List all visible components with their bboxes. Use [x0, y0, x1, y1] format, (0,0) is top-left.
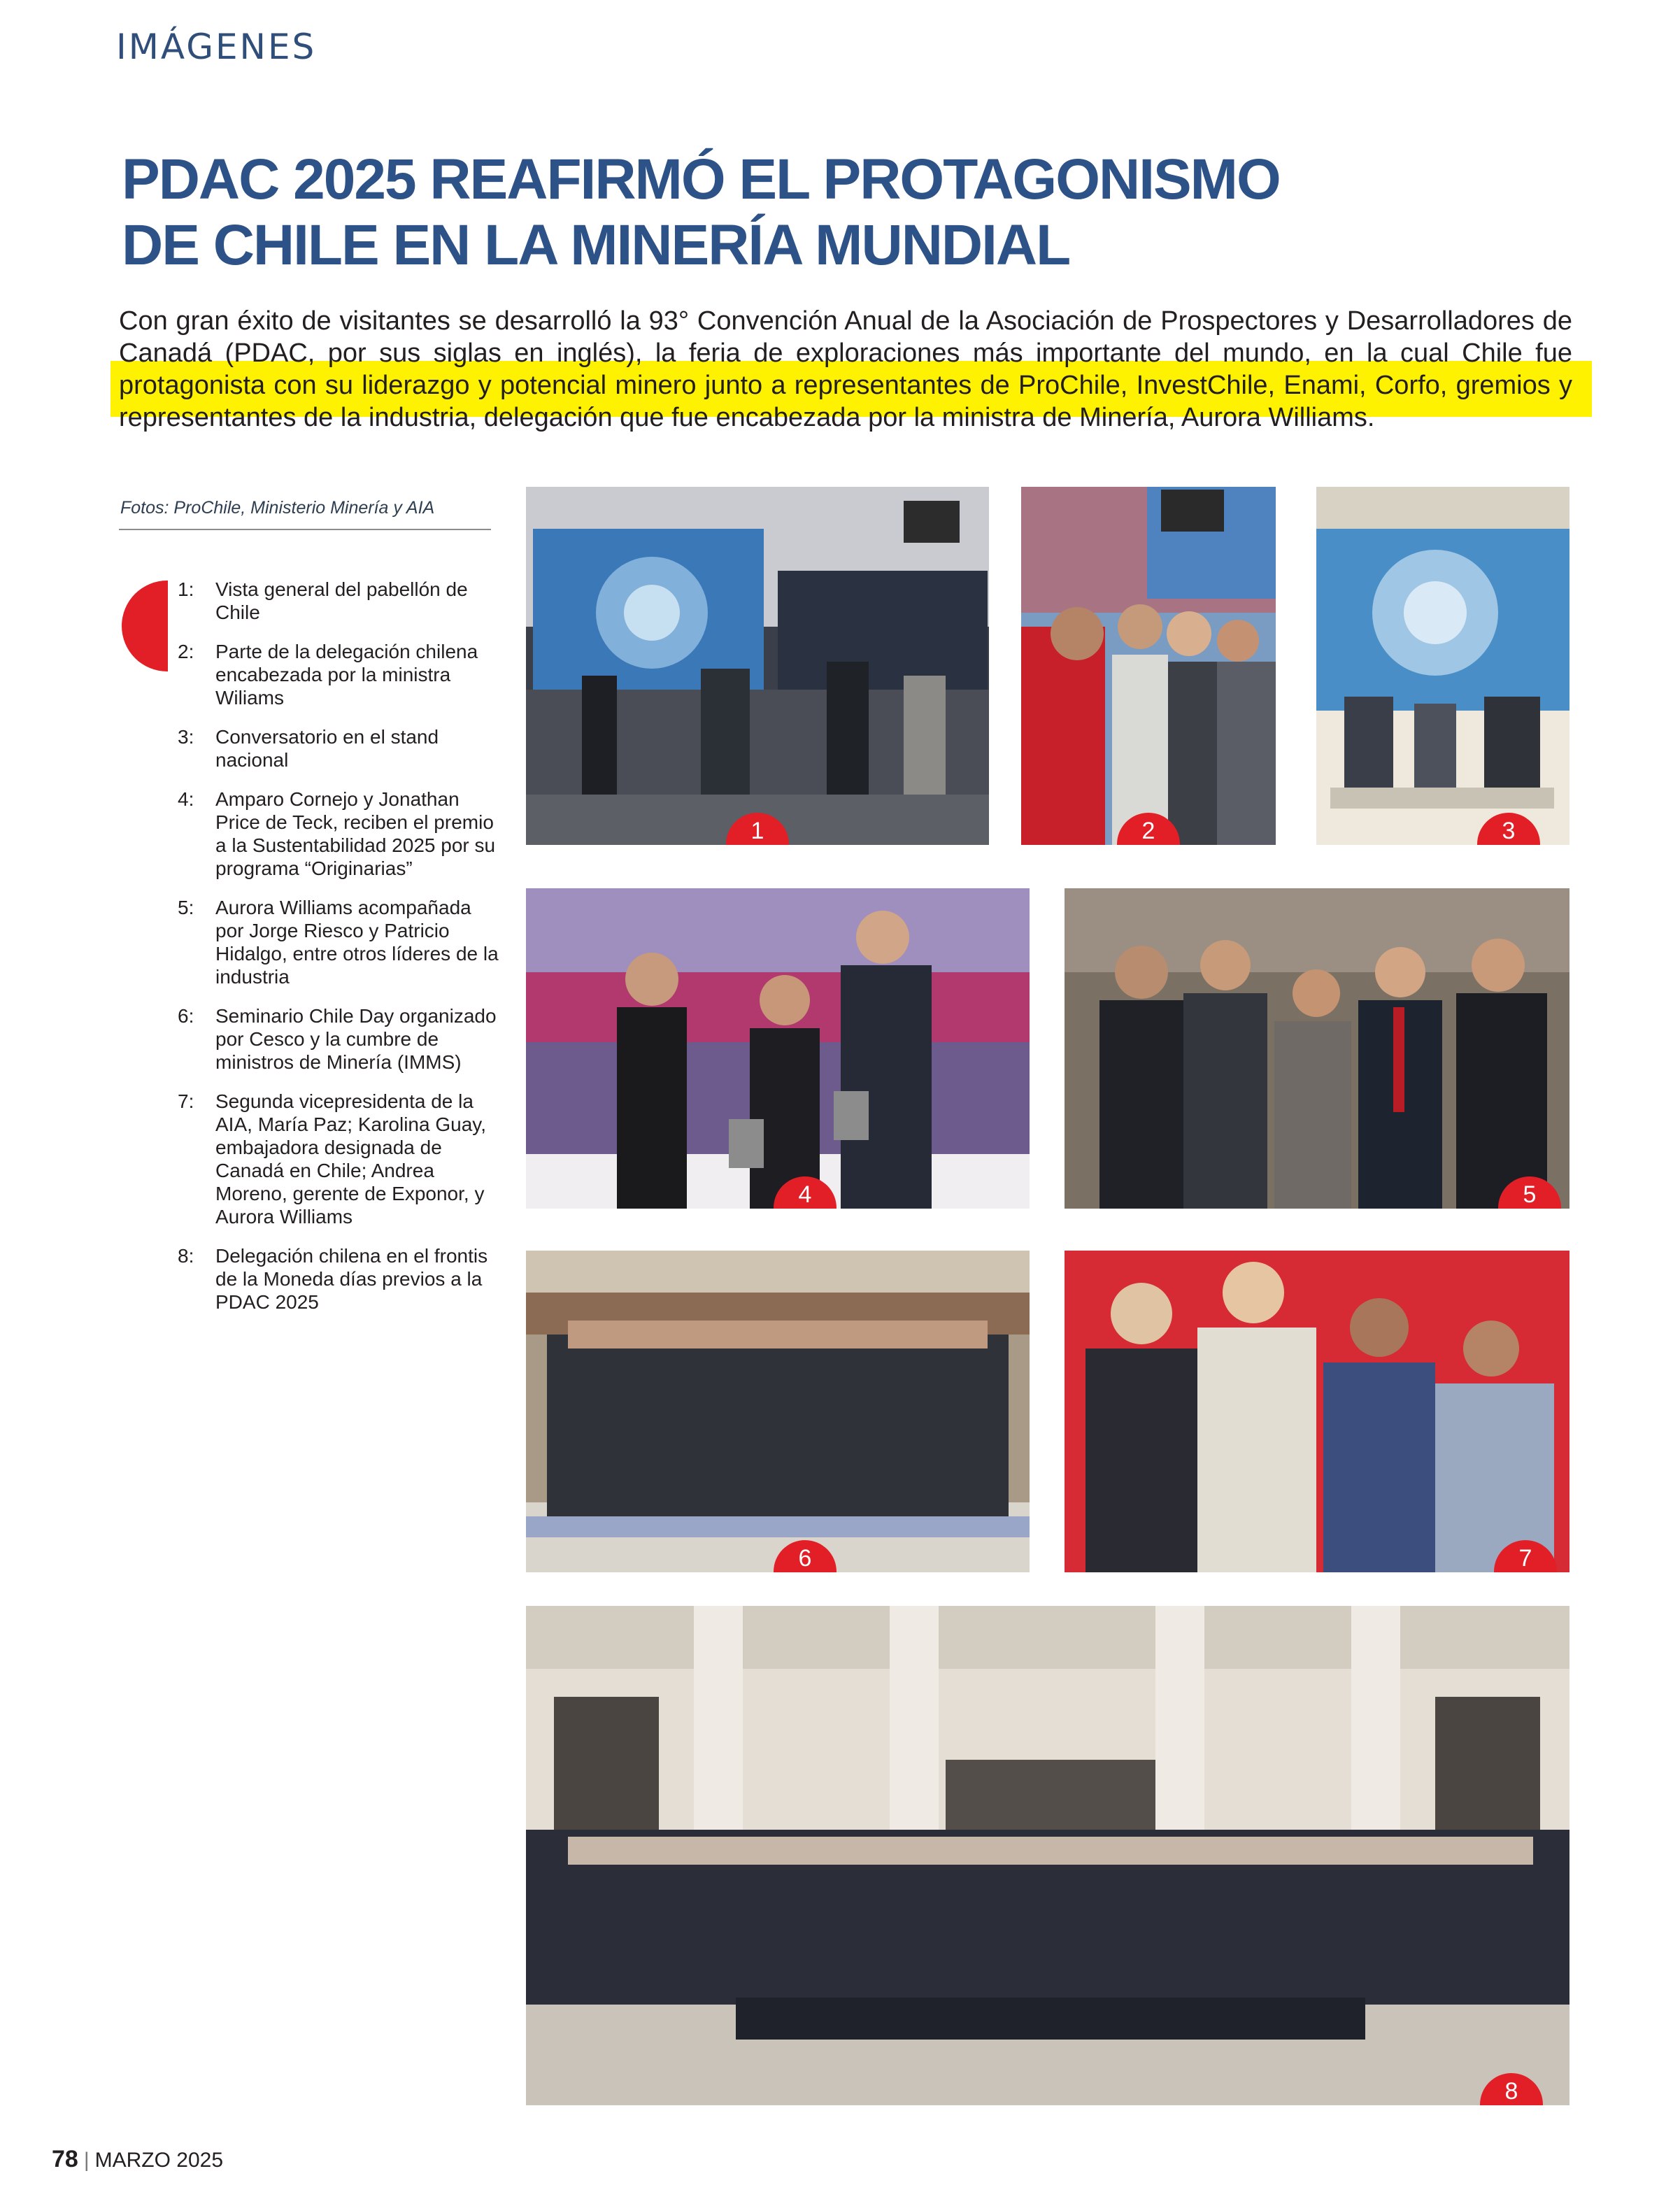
photo-number-badge: 3	[1477, 813, 1540, 845]
photo-number-badge: 7	[1494, 1540, 1557, 1572]
credit-divider	[119, 529, 491, 530]
footer-separator: |	[83, 2149, 90, 2172]
caption-number: 1:	[178, 578, 194, 600]
title-line-2: DE CHILE EN LA MINERÍA MUNDIAL	[122, 213, 1070, 277]
photo-number-badge: 1	[726, 813, 789, 845]
caption-item	[178, 725, 499, 771]
photo-6-chile-day	[526, 1251, 1030, 1572]
caption-item	[178, 896, 499, 988]
article-title	[122, 147, 1590, 278]
caption-text: Conversatorio en el stand nacional	[215, 726, 439, 771]
title-line-1: PDAC 2025 REAFIRMÓ EL PROTAGONISMO	[122, 148, 1280, 211]
caption-text: Delegación chilena en el frontis de la Moneda días previos a la PDAC 2025	[215, 1245, 488, 1313]
photo-number-badge: 4	[774, 1176, 837, 1209]
photo-credit: Fotos: ProChile, Ministerio Minería y AIA	[120, 498, 435, 518]
photo-4-award	[526, 888, 1030, 1209]
photo-6-image	[526, 1251, 1030, 1572]
caption-item	[178, 788, 499, 880]
caption-number: 8:	[178, 1245, 194, 1267]
caption-text: Seminario Chile Day organizado por Cesco y la cumbre de ministros de Minería (IMMS)	[215, 1005, 497, 1073]
photo-number-badge: 8	[1480, 2073, 1543, 2105]
caption-text: Amparo Cornejo y Jonathan Price de Teck, reciben el premio a la Sustentabilidad 2025 por su programa “Originarias”	[215, 788, 496, 879]
issue-date: MARZO 2025	[94, 2149, 224, 2172]
caption-item	[178, 1090, 499, 1228]
caption-number: 7:	[178, 1090, 194, 1112]
photo-2-delegation-selfie	[1021, 487, 1276, 845]
caption-item	[178, 1244, 499, 1314]
caption-item	[178, 1004, 499, 1074]
caption-text: Parte de la delegación chilena encabezada por la ministra Wiliams	[215, 641, 478, 709]
caption-number: 6:	[178, 1005, 194, 1027]
photo-1-image	[526, 487, 989, 845]
photo-number-badge: 5	[1498, 1176, 1561, 1209]
caption-text: Segunda vicepresidenta de la AIA, María Paz; Karolina Guay, embajadora designada de Canadá en Chile; Andrea Moreno, gerente de Exponor, y Aurora Williams	[215, 1090, 486, 1227]
page-number: 78	[52, 2146, 78, 2172]
photo-5-image	[1065, 888, 1569, 1209]
caption-number: 2:	[178, 641, 194, 662]
photo-8-image	[526, 1606, 1569, 2105]
red-half-circle-decoration	[122, 581, 168, 671]
photo-number-badge: 2	[1117, 813, 1180, 845]
caption-list	[178, 578, 499, 1330]
photo-number-badge: 6	[774, 1540, 837, 1572]
photo-1-pavilion	[526, 487, 989, 845]
photo-2-image	[1021, 487, 1276, 845]
lead-paragraph: Con gran éxito de visitantes se desarrolló la 93° Convención Anual de la Asociación de Prospectores y Desarrolladores de Canadá (PDAC, por sus siglas en inglés), la feria de exploraciones más importante del mundo, en la cual Chile fue protagonista con su liderazgo y potencial minero junto a representantes de ProChile, InvestChile, Enami, Corfo, gremios y representantes de la industria, delegación que fue encabezada por la ministra de Minería, Aurora Williams.	[119, 306, 1572, 432]
caption-number: 4:	[178, 788, 194, 810]
caption-text: Vista general del pabellón de Chile	[215, 578, 468, 623]
page-footer	[52, 2146, 223, 2173]
photo-8-la-moneda	[526, 1606, 1569, 2105]
photo-5-leaders	[1065, 888, 1569, 1209]
photo-7-aia-group	[1065, 1251, 1569, 1572]
photo-7-image	[1065, 1251, 1569, 1572]
caption-number: 5:	[178, 897, 194, 918]
caption-item	[178, 640, 499, 709]
photo-3-image	[1316, 487, 1569, 845]
caption-text: Aurora Williams acompañada por Jorge Riesco y Patricio Hidalgo, entre otros líderes de la industria	[215, 897, 499, 988]
photo-3-stand-talk	[1316, 487, 1569, 845]
caption-item	[178, 578, 499, 624]
caption-number: 3:	[178, 726, 194, 748]
section-label: IMÁGENES	[116, 27, 317, 67]
photo-4-image	[526, 888, 1030, 1209]
